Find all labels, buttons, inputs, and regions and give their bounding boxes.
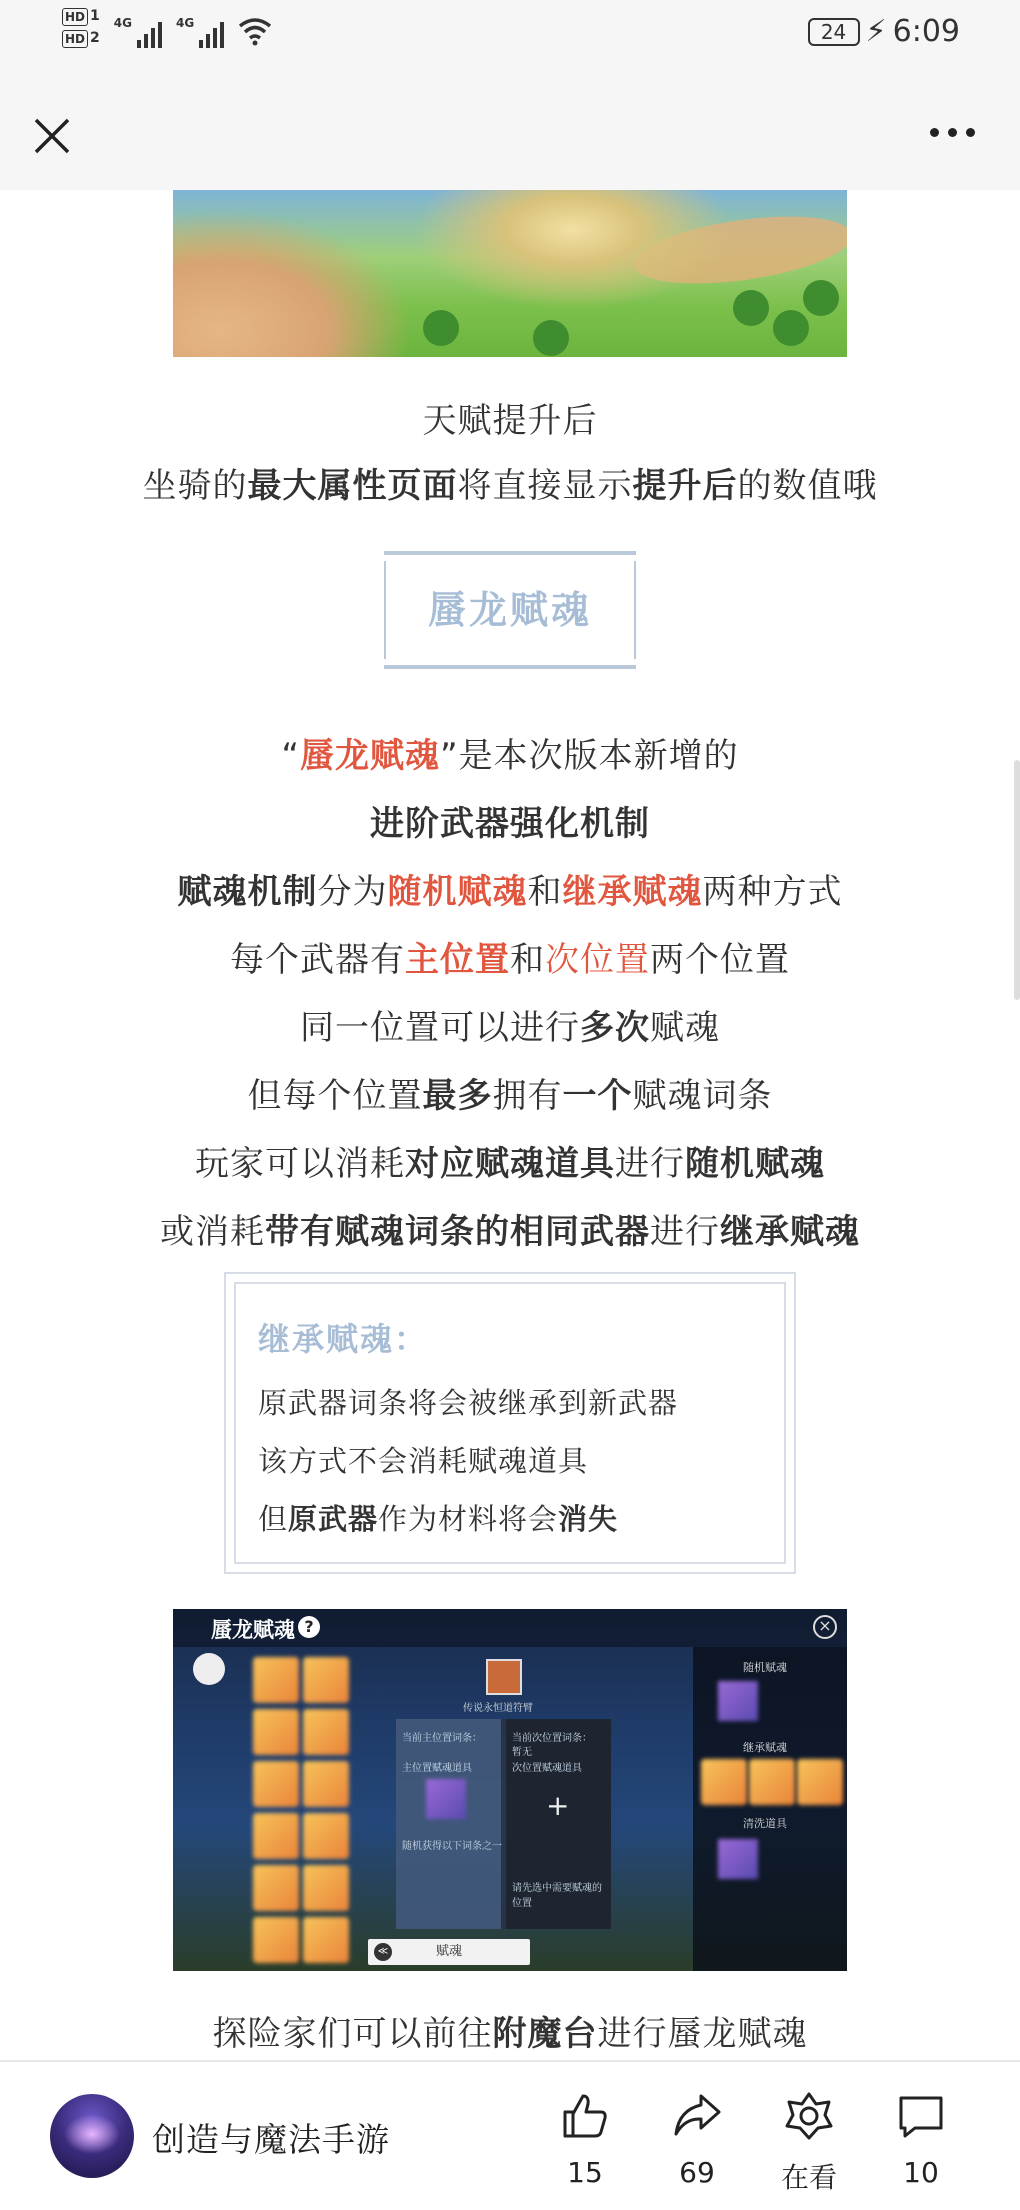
help-icon: ? [298, 1616, 320, 1638]
share-count: 69 [679, 2156, 715, 2189]
sim-2: 2 [90, 30, 100, 46]
like-button[interactable] [540, 2090, 630, 2200]
share-button[interactable] [652, 2090, 742, 2200]
hd-indicator-1: HD [62, 8, 88, 26]
item-name: 传说永恒道符臂 [463, 1703, 533, 1714]
share-icon [671, 2090, 723, 2142]
inherit-line-3: 但原武器作为材料将会消失 [258, 1502, 619, 1536]
signal-icon-1 [114, 8, 162, 48]
more-icon[interactable] [930, 128, 980, 142]
watching-button[interactable] [764, 2090, 854, 2200]
charging-icon: ⚡ [865, 14, 887, 49]
hd-indicator-2: HD [62, 30, 88, 48]
add-icon: + [546, 1789, 570, 1822]
article-content [0, 190, 1020, 2060]
thumbs-up-icon [559, 2090, 611, 2142]
text-line-3: “蜃龙赋魂”是本次版本新增的 [281, 736, 739, 776]
item-portrait [486, 1659, 522, 1695]
status-bar [0, 0, 1020, 70]
scrollbar[interactable] [1014, 760, 1020, 1000]
network-type-1: 4G [113, 16, 132, 30]
article-image-top [173, 190, 847, 357]
text-line-6: 每个武器有主位置和次位置两个位置 [230, 940, 790, 980]
signal-icon-2 [176, 8, 224, 48]
section-title [384, 551, 636, 669]
battery-icon: 24 [808, 18, 860, 46]
watching-label: 在看 [780, 2161, 837, 2194]
text-line-last: 探险家们可以前往附魔台进行蜃龙赋魂 [212, 2014, 808, 2054]
inherit-line-2: 该方式不会消耗赋魂道具 [258, 1444, 589, 1478]
text-line-5: 赋魂机制分为随机赋魂和继承赋魂两种方式 [177, 872, 843, 912]
inherit-info-box [224, 1272, 796, 1574]
game-title: 蜃龙赋魂 [211, 1618, 295, 1642]
menu-icon [193, 1653, 225, 1685]
account-name[interactable]: 创造与魔法手游 [152, 2120, 390, 2159]
text-line-2: 坐骑的最大属性页面将直接显示提升后的数值哦 [142, 466, 878, 506]
game-close-icon: × [813, 1615, 837, 1639]
section-title-text: 蜃龙赋魂 [384, 561, 636, 659]
bottom-bar [0, 2060, 1020, 2210]
watching-icon [783, 2090, 835, 2142]
soul-button: ≪ 赋魂 [368, 1939, 530, 1965]
clock: 6:09 [892, 14, 960, 49]
account-avatar[interactable] [50, 2094, 134, 2178]
comment-count: 10 [903, 2156, 939, 2189]
text-line-9: 玩家可以消耗对应赋魂道具进行随机赋魂 [195, 1144, 825, 1184]
side-panel [693, 1647, 847, 1971]
text-line-1: 天赋提升后 [422, 401, 598, 441]
text-line-7: 同一位置可以进行多次赋魂 [300, 1008, 720, 1048]
game-screenshot: 蜃龙赋魂 ? × 传说永恒道符臂 当前主位置词条： 当前次位置词条： 暂无 主位置赋魂道具 次位置赋魂道具 + 随机获得以下词条之一 请先选中需要赋魂的位置 随机赋魂 继承赋魂 清洗道具 ≪ 赋魂 [173, 1609, 847, 1971]
like-count: 15 [567, 2156, 603, 2189]
soul-panel: 当前主位置词条： 当前次位置词条： 暂无 主位置赋魂道具 次位置赋魂道具 + 随机获得以下词条之一 请先选中需要赋魂的位置 [396, 1719, 611, 1929]
text-line-8: 但每个位置最多拥有一个赋魂词条 [247, 1076, 773, 1116]
close-icon[interactable] [30, 114, 74, 158]
text-line-10: 或消耗带有赋魂词条的相同武器进行继承赋魂 [160, 1212, 860, 1252]
network-type-2: 4G [175, 16, 195, 30]
sim-1: 1 [90, 8, 100, 24]
comment-button[interactable] [876, 2090, 966, 2200]
wifi-icon [238, 16, 272, 46]
text-line-4: 进阶武器强化机制 [370, 804, 650, 844]
comment-icon [895, 2090, 947, 2142]
nav-bar [0, 70, 1020, 190]
inherit-line-1: 原武器词条将会被继承到新武器 [258, 1386, 679, 1420]
inherit-title: 继承赋魂： [258, 1320, 429, 1358]
